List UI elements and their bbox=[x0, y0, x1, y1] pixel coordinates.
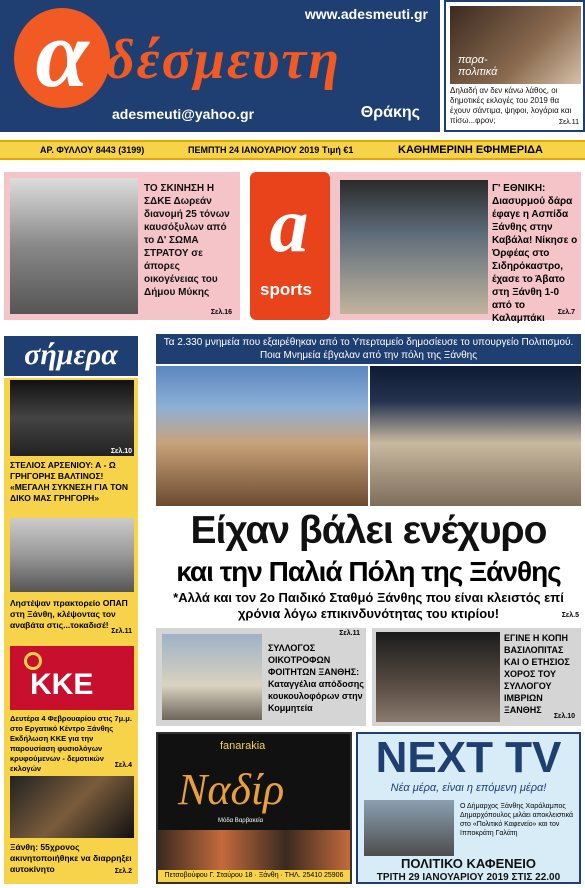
nexttv-title: NEXT TV bbox=[375, 733, 562, 782]
ad-photo-strip bbox=[158, 830, 350, 870]
date-bar bbox=[0, 140, 585, 160]
show-name: ΠΟΛΙΤΙΚΟ ΚΑΦΕΝΕΙΟ bbox=[400, 856, 537, 871]
ad-sub: Μόδα Βαρβακεία bbox=[218, 818, 264, 824]
main-deck: *Αλλά και τον 2ο Παιδικό Σταθμό Ξάνθης που είναι κλειστός επί χρόνια λόγω επικινδυνότητας του κτιρίου! bbox=[173, 590, 564, 621]
story-text: ΣΥΛΛΟΓΟΣ ΟΙΚΟΤΡΟΦΩΝ ΦΟΙΤΗΤΩΝ ΞΑΝΘΗΣ: Καταγγέλια απόδοσης κουκουλοφόρων στην Κομμητεία bbox=[268, 643, 364, 713]
page-ref: Σελ.10 bbox=[110, 448, 132, 455]
logo-letter: α bbox=[14, 8, 110, 108]
page-ref: Σελ.11 bbox=[558, 119, 579, 126]
match-photo bbox=[340, 180, 488, 314]
parapolitika-label: παρα- πολιτικά bbox=[458, 54, 498, 78]
contact-email[interactable]: adesmeuti@yahoo.gr bbox=[112, 106, 255, 122]
left-story-text: Ξάνθη: 55χρονος ακινητοποιήθηκε να διαρρηξει αυτοκίνητο bbox=[10, 842, 132, 874]
story-students[interactable] bbox=[156, 628, 366, 726]
newspaper-title: δέσμευτη bbox=[106, 29, 341, 91]
story-sports[interactable] bbox=[330, 172, 581, 324]
story-firewood[interactable] bbox=[4, 172, 240, 320]
story-imvrians[interactable] bbox=[372, 628, 581, 726]
advertisement-nadir[interactable] bbox=[156, 732, 352, 884]
main-headline[interactable]: Είχαν βάλει ενέχυρο bbox=[190, 509, 547, 552]
nexttv-subtitle: Νέα μέρα, είναι η επόμενη μέρα! bbox=[390, 782, 547, 794]
interview-photo bbox=[364, 800, 454, 856]
nexttv-text: Ο Δήμαρχος Ξάνθης Χαράλαμπος Δημαρχόπουλος μιλάει αποκλειστικά στο «Πολιτικό Καφενείο» και τον Ιπποκράτη Γαλάτη bbox=[460, 803, 574, 837]
story-text: ΤΟ ΣΚΙΝΗΣΗ Η ΣΔΚΕ Δωρεάν διανομή 25 τόνων καυσόξυλων από το Δ' ΣΩΜΑ ΣΤΡΑΤΟΥ σε άπορες οικογένειας του Δήμου Μύκης bbox=[144, 183, 230, 298]
page-ref: Σελ.16 bbox=[210, 309, 232, 316]
left-story-text: Ληστέψαν πρακτορείο ΟΠΑΠ στη Ξάνθη, κλέψοντας τον αναβάτα στις...τοκαδισέ! bbox=[10, 598, 128, 630]
page-ref: Σελ.4 bbox=[114, 762, 132, 769]
building-photo bbox=[370, 366, 581, 506]
old-town-photo bbox=[156, 366, 368, 506]
parapolitika-text: Δηλαδή αν δεν κάνω λάθος, οι δημοτικές εκλογές του 2019 θα έχουν σάντιμα, ψηφοι, λογάρια και πίσω...φρον; bbox=[450, 86, 572, 125]
main-subheadline: και την Παλιά Πόλη της Ξάνθης bbox=[176, 556, 561, 587]
sports-logo bbox=[250, 172, 330, 320]
page-ref: Σελ.10 bbox=[553, 713, 575, 720]
main-photo bbox=[156, 366, 581, 506]
left-column bbox=[4, 378, 138, 884]
main-kicker: Τα 2.330 μνημεία που εξαιρέθηκαν από το Υπερταμείο δημοσίευσε το υπουργείο Πολιτισμού. Ποια Μνημεία έβγαλαν από την πόλη της Ξάνθης bbox=[156, 334, 581, 364]
sports-logo-letter: a bbox=[269, 181, 309, 268]
page-ref: Σελ.7 bbox=[557, 309, 575, 316]
site-url[interactable]: www.adesmeuti.gr bbox=[304, 6, 428, 22]
kke-logo: ΚΚΕ bbox=[30, 668, 94, 701]
arrest-photo bbox=[10, 776, 134, 838]
story-text: ΕΓΙΝΕ Η ΚΟΠΗ ΒΑΣΙΛΟΠΙΤΑΣ ΚΑΙ Ο ΕΤΗΣΙΟΣ ΧΟΡΟΣ ΤΟΥ ΣΥΛΛΟΓΟΥ ΙΜΒΡΙΩΝ ΞΑΝΘΗΣ bbox=[504, 633, 570, 715]
nexttv-promo[interactable] bbox=[356, 732, 581, 884]
shop-photo bbox=[10, 518, 134, 592]
section-header-today: σήμερα bbox=[4, 336, 138, 376]
story-text: Γ' ΕΘΝΙΚΗ: Διασυρμού δάρα έφαγε η Ασπίδα Ξάνθης στην Καβάλα! Νίκησε ο Όρφέας στο Σιδηρόκαστρο, έχασε το Άβατο στη Ξάνθη 1-0 από το Καλαμπάκι bbox=[492, 183, 578, 324]
ad-address: Πετσοβούφου Γ. Σταύρου 18 · Ξάνθη · ΤΗΛ. 25410 25906 bbox=[158, 870, 350, 882]
tagline: ΚΑΘΗΜΕΡΙΝΗ ΕΦΗΜΕΡΙΔΑ bbox=[398, 144, 543, 156]
left-story-text: Δευτέρα 4 Φεβρουαρίου στις 7μ.μ. στο Εργατικό Κέντρο Ξάνθης Εκδήλωση ΚΚΕ για την παρουσίαση φυσιολόγων κρυφούμενων - δεμοτικών εκλογών bbox=[10, 714, 132, 773]
left-story-text: ΣΤΕΛΙΟΣ ΑΡΣΕΝΙΟΥ: Α - Ω ΓΡΗΓΟΡΗΣ ΒΑΛΤΙΝΟΣ! «ΜΕΓΑΛΗ ΣΥΚΝΕΣΗ ΓΙΑ ΤΟΝ ΔΙΚΟ ΜΑΣ ΓΡΗΓΟΡΗ» bbox=[10, 460, 129, 503]
page-ref: Σελ.11 bbox=[111, 628, 132, 635]
ad-name: Ναδίρ bbox=[178, 765, 285, 814]
page-ref: Σελ.2 bbox=[114, 868, 132, 875]
page-ref: Σελ.5 bbox=[561, 612, 579, 619]
sports-label: sports bbox=[260, 280, 312, 299]
kke-logo-box bbox=[10, 646, 134, 710]
ceremony-photo bbox=[10, 380, 134, 456]
price: Τιμή €1 bbox=[322, 145, 354, 155]
issue-number: ΑΡ. ΦΥΛΛΟΥ 8443 (3199) bbox=[40, 145, 145, 155]
masthead bbox=[0, 0, 440, 132]
issue-date: ΠΕΜΠΤΗ 24 ΙΑΝΟΥΑΡΙΟΥ 2019 bbox=[188, 145, 320, 155]
show-time: ΤΡΙΤΗ 29 ΙΑΝΟΥΑΡΙΟΥ 2019 ΣΤΙΣ 22.00 bbox=[376, 872, 561, 883]
region-label: Θράκης bbox=[360, 104, 420, 121]
dance-photo bbox=[376, 632, 500, 722]
page-ref: Σελ.11 bbox=[339, 630, 360, 637]
truck-photo bbox=[10, 178, 138, 314]
parapolitika-box bbox=[444, 0, 585, 132]
ad-brand: fanarakia bbox=[220, 740, 266, 752]
dormitory-photo bbox=[162, 634, 262, 720]
